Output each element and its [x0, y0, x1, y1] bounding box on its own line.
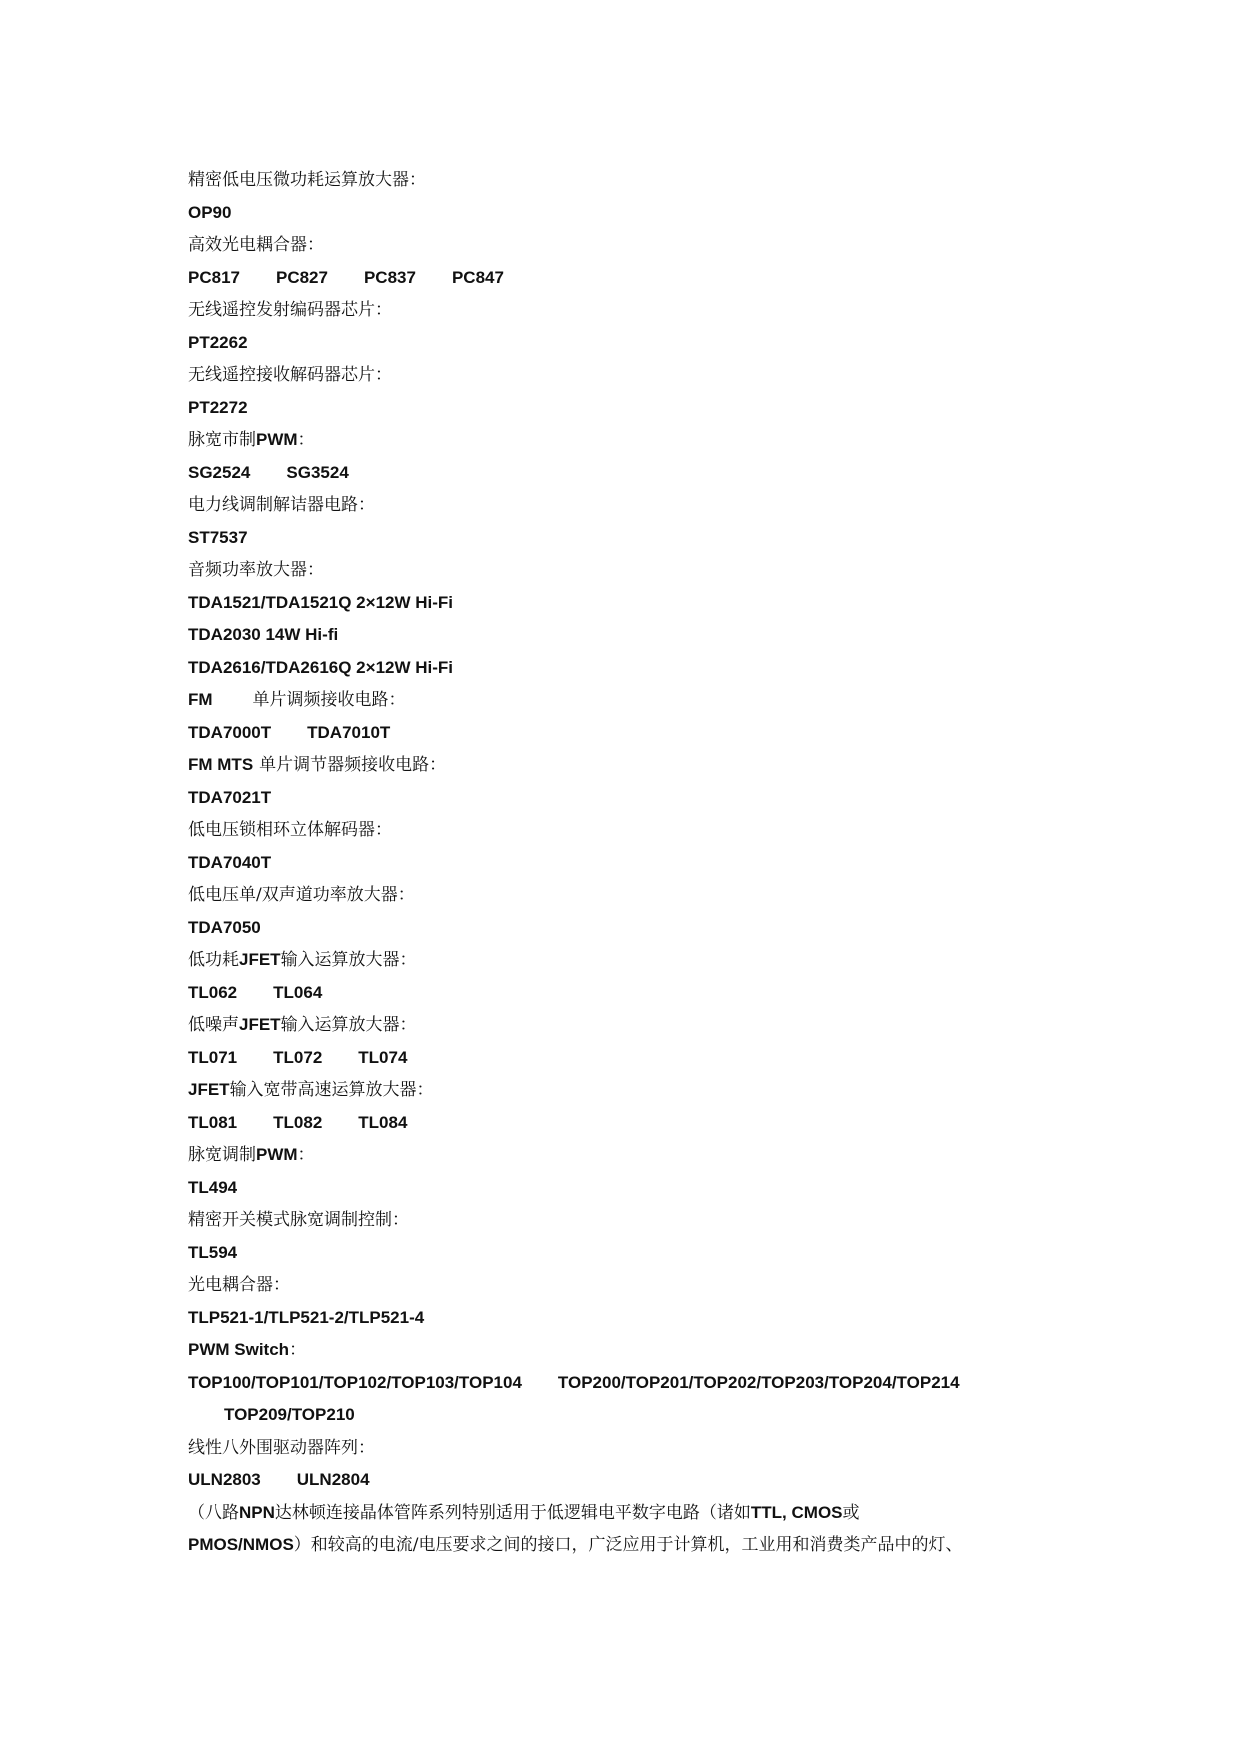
- mixed-text-line: [188, 750, 446, 780]
- body-text: 或: [842, 1502, 860, 1523]
- part-number-line: [188, 1238, 237, 1268]
- body-text: 单片调频接收电路：: [252, 690, 406, 710]
- section-heading: 低电压锁相环立体解码器：: [188, 820, 392, 840]
- mixed-text-line: [188, 1498, 860, 1528]
- body-text: 低功耗: [188, 950, 239, 970]
- part-number-line: [188, 328, 248, 358]
- part-number-line: [188, 393, 248, 423]
- part-number: ULN2804: [296, 1470, 370, 1489]
- part-number: PC817: [188, 267, 240, 287]
- body-text: 单片调节器频接收电路：: [259, 755, 447, 775]
- part-number-line: [188, 523, 248, 553]
- body-text: 达林顿连接晶体管阵系列特别适用于低逻辑电平数字电路（诸如: [274, 1502, 751, 1523]
- mixed-text-line: [188, 685, 406, 715]
- body-text: ：: [289, 1340, 307, 1360]
- body-text: （八路: [188, 1502, 239, 1523]
- part-number: TL062: [188, 982, 238, 1002]
- bold-term: PWM: [256, 1145, 298, 1164]
- part-number-line: [188, 458, 349, 488]
- bold-term: FM: [188, 690, 213, 709]
- part-number: TDA7000T: [188, 722, 272, 742]
- part-number: TDA7010T: [307, 722, 391, 742]
- body-text: 输入运算放大器：: [280, 950, 417, 970]
- section-heading: 精密低电压微功耗运算放大器：: [188, 170, 426, 190]
- part-number-line: [224, 1400, 355, 1430]
- bold-term: TTL, CMOS: [750, 1502, 843, 1522]
- part-number-line: [188, 620, 338, 650]
- mixed-text-line: [188, 425, 315, 455]
- section-heading: 精密开关模式脉宽调制控制：: [188, 1210, 409, 1230]
- part-number: TOP200/TOP201/TOP202/TOP203/TOP204/TOP214: [557, 1372, 960, 1392]
- part-number-line: [188, 1043, 407, 1073]
- bold-term: FM MTS: [188, 755, 254, 774]
- bold-term: NPN: [239, 1502, 275, 1522]
- part-number: TL082: [273, 1112, 323, 1132]
- part-number: TL074: [358, 1047, 408, 1067]
- body-text: ：: [297, 1145, 315, 1165]
- part-number-line: [188, 263, 504, 293]
- bold-term: PWM Switch: [188, 1340, 290, 1359]
- part-number: TDA7050: [188, 917, 261, 937]
- part-number-line: [188, 588, 453, 618]
- part-number: TOP209/TOP210: [224, 1405, 355, 1424]
- part-number: ST7537: [188, 527, 248, 547]
- part-number-line: [188, 1173, 237, 1203]
- part-number: TDA2616/TDA2616Q 2×12W Hi-Fi: [188, 657, 454, 677]
- bold-term: PWM: [256, 430, 298, 449]
- mixed-text-line: [188, 1075, 434, 1105]
- body-text: 低噪声: [188, 1015, 239, 1035]
- part-number: TL594: [188, 1242, 238, 1262]
- part-number-line: [188, 978, 322, 1008]
- section-heading: 音频功率放大器：: [188, 560, 324, 580]
- part-number-line: [188, 198, 231, 228]
- part-number-line: [188, 1303, 424, 1333]
- part-number-line: [188, 718, 390, 748]
- body-text: ）和较高的电流/电压要求之间的接口，广泛应用于计算机，工业用和消费类产品中的灯、: [293, 1535, 963, 1555]
- part-number: PC827: [275, 267, 328, 287]
- mixed-text-line: [188, 1335, 306, 1365]
- bold-term: PMOS/NMOS: [188, 1535, 294, 1554]
- body-text: 脉宽市制: [188, 430, 256, 450]
- bold-term: JFET: [239, 1015, 281, 1034]
- mixed-text-line: [188, 1140, 315, 1170]
- section-heading: 高效光电耦合器：: [188, 235, 324, 255]
- section-heading: 线性八外围驱动器阵列：: [188, 1437, 375, 1458]
- mixed-text-line: [188, 1010, 417, 1040]
- part-number: TL072: [273, 1047, 323, 1067]
- part-number: OP90: [188, 202, 232, 222]
- bold-term: JFET: [239, 950, 281, 969]
- section-heading: 电力线调制解诘器电路：: [188, 495, 375, 515]
- part-number-line: [188, 1368, 960, 1398]
- part-number: TDA7040T: [188, 852, 272, 872]
- part-number: PT2262: [188, 332, 248, 352]
- part-number: TL081: [188, 1112, 238, 1132]
- part-number: SG2524: [188, 462, 251, 482]
- body-text: 输入运算放大器：: [280, 1015, 417, 1035]
- part-number: TL084: [358, 1112, 408, 1132]
- section-heading: 无线遥控发射编码器芯片：: [188, 300, 392, 320]
- part-number: TLP521-1/TLP521-2/TLP521-4: [188, 1307, 425, 1327]
- mixed-text-line: [188, 1530, 963, 1560]
- body-text: 脉宽调制: [188, 1145, 256, 1165]
- body-text: ：: [297, 430, 315, 450]
- part-number: TL071: [188, 1047, 238, 1067]
- part-number-line: [188, 848, 271, 878]
- part-number: SG3524: [286, 462, 349, 482]
- body-text: 输入宽带高速运算放大器：: [229, 1080, 434, 1100]
- part-number-line: [188, 1465, 370, 1495]
- part-number-line: [188, 783, 271, 813]
- part-number: TDA7021T: [188, 787, 272, 807]
- bold-term: JFET: [188, 1080, 230, 1099]
- part-number: PC837: [363, 267, 416, 287]
- part-number: ULN2803: [188, 1470, 261, 1489]
- section-heading: 低电压单/双声道功率放大器：: [188, 885, 415, 905]
- part-number: PT2272: [188, 397, 248, 417]
- part-number: TDA2030 14W Hi-fi: [188, 625, 339, 644]
- part-number-line: [188, 913, 261, 943]
- section-heading: 无线遥控接收解码器芯片：: [188, 365, 392, 385]
- part-number-line: [188, 1108, 407, 1138]
- part-number: TOP100/TOP101/TOP102/TOP103/TOP104: [188, 1372, 522, 1392]
- part-number-line: [188, 653, 453, 683]
- mixed-text-line: [188, 945, 417, 975]
- section-heading: 光电耦合器：: [188, 1275, 290, 1295]
- part-number: TL494: [188, 1177, 238, 1197]
- part-number: TDA1521/TDA1521Q 2×12W Hi-Fi: [188, 592, 454, 612]
- part-number: TL064: [273, 982, 323, 1002]
- part-number: PC847: [451, 267, 504, 287]
